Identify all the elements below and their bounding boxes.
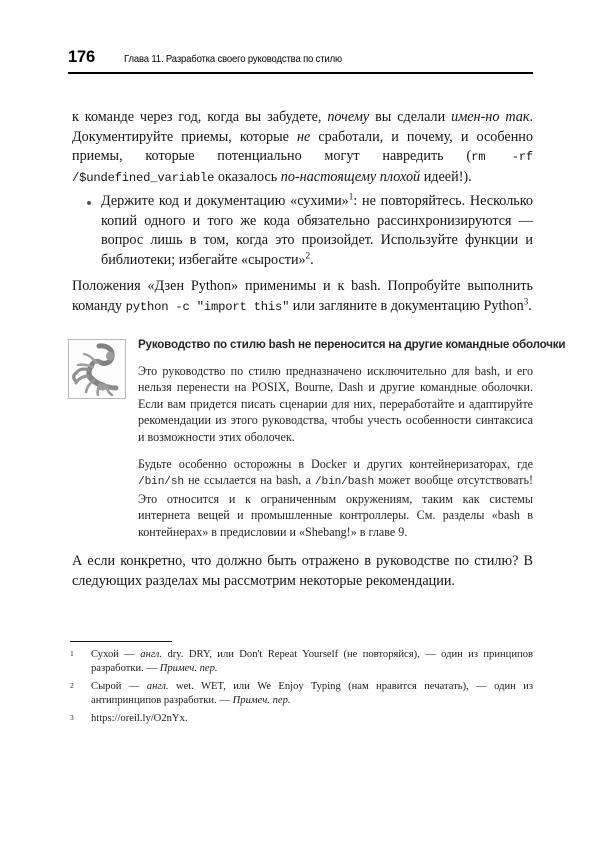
callout-paragraph: Это руководство по стилю предназначено исключительно для bash, и его нельзя перенести на POSIX, Bourne, Dash и другие командные оболочки. Если вам придется писать сценарии для них, переработайте и адаптируйте рекомендации из этого руководства, чтобы учесть особенности синтаксиса и возможности этих оболочек.: [138, 363, 533, 444]
inline-code: /bin/bash: [314, 476, 375, 489]
footnote-number: 3: [70, 712, 74, 722]
footnote-link[interactable]: https://oreil.ly/O2nYx.: [91, 712, 188, 724]
footnote: [70, 680, 533, 709]
text-segment: к команде через год, когда вы забудете,: [72, 109, 328, 125]
bullet-list: [72, 192, 533, 270]
emphasis: имен-но так: [451, 109, 530, 125]
footnote: [70, 712, 533, 726]
list-item: [72, 192, 533, 270]
paragraph-intro: [72, 108, 533, 188]
emphasis: англ.: [140, 649, 163, 660]
footnote-number: 2: [70, 680, 74, 690]
text-segment: или загляните в документацию Python: [289, 297, 524, 314]
footnote: [70, 648, 533, 677]
text-segment: .: [310, 251, 314, 268]
header-rule: [68, 72, 533, 74]
text-segment: dry. DRY, или Don't Repeat Yourself (не повторяйся), — один из принципов разработки. —: [91, 649, 533, 675]
footnote-list: [70, 648, 533, 726]
emphasis: почему: [327, 109, 370, 125]
paragraph-outro-wrapper: [72, 552, 533, 591]
inline-code: rm -rf /$undefined_variable: [72, 150, 533, 185]
paragraph-zen-wrapper: [72, 277, 533, 317]
emphasis: Примеч. пер.: [159, 663, 218, 675]
footnote-ref[interactable]: 3: [523, 295, 529, 306]
text-segment: Сухой —: [91, 649, 141, 660]
text-segment: идеей!).: [420, 168, 472, 185]
scorpion-icon: [68, 339, 126, 399]
emphasis: англ.: [146, 680, 169, 692]
footnote-separator: [70, 641, 172, 642]
emphasis: Примеч. пер.: [232, 695, 291, 707]
text-segment: сработали, и почему, и особенно приемы, которые потенциально могут навредить (: [72, 128, 533, 165]
running-head: [68, 48, 533, 67]
text-segment: Будьте особенно осторожны в Docker и других контейнеризаторах, где: [138, 456, 533, 471]
text-segment: . Документируйте приемы, которые: [72, 109, 534, 145]
callout-paragraph: [138, 456, 533, 541]
text-segment: wet. WET, или We Enjoy Typing (нам нравится печатать), — один из антипринципов разработки. —: [91, 680, 534, 707]
text-segment: вы сделали: [369, 109, 452, 125]
inline-code: python -c "import this": [125, 299, 290, 314]
text-segment: не ссылается на bash, а: [183, 473, 315, 488]
paragraph-outro: А если конкретно, что должно быть отражено в руководстве по стилю? В следующих разделах мы рассмотрим некоторые рекомендации.: [72, 553, 533, 589]
footnote-number: 1: [70, 649, 74, 658]
page-number: 176: [68, 48, 95, 66]
footnote-ref[interactable]: 1: [348, 191, 354, 202]
text-segment: Сырой —: [91, 680, 147, 692]
text-segment: оказалось: [214, 168, 281, 185]
emphasis: не: [297, 128, 311, 145]
callout-title: Руководство по стилю bash не переносится на другие командные оболочки: [138, 337, 566, 351]
text-segment: .: [528, 297, 532, 314]
footnote-ref[interactable]: 2: [305, 250, 311, 261]
inline-code: /bin/sh: [138, 476, 184, 489]
emphasis: по-настоящему плохой: [280, 168, 421, 185]
text-segment: может вообще отсутствовать! Это относится и к ограниченным окружениям, таким как системы интернета вещей и промышленные контроллеры. См. разделы «bash в контейнерах» в предисловии и «Shebang!» в главе 9.: [138, 473, 533, 539]
text-segment: Держите код и документацию «сухими»: [101, 193, 349, 209]
chapter-title: Глава 11. Разработка своего руководства по стилю: [124, 54, 342, 65]
callout-warning: [68, 336, 566, 541]
paragraph-intro-wrapper: [72, 108, 533, 188]
paragraph-zen: [72, 277, 533, 317]
text-segment: : не повторяйтесь. Несколько копий одного и того же кода обязательно рассинхронизируются — вопрос лишь в том, когда это произойдет. Используйте функции и библиотеки; избегайте «сырости»: [101, 193, 534, 268]
text-segment: Положения «Дзен Python» применимы и к bash. Попробуйте выполнить команду: [72, 278, 533, 314]
